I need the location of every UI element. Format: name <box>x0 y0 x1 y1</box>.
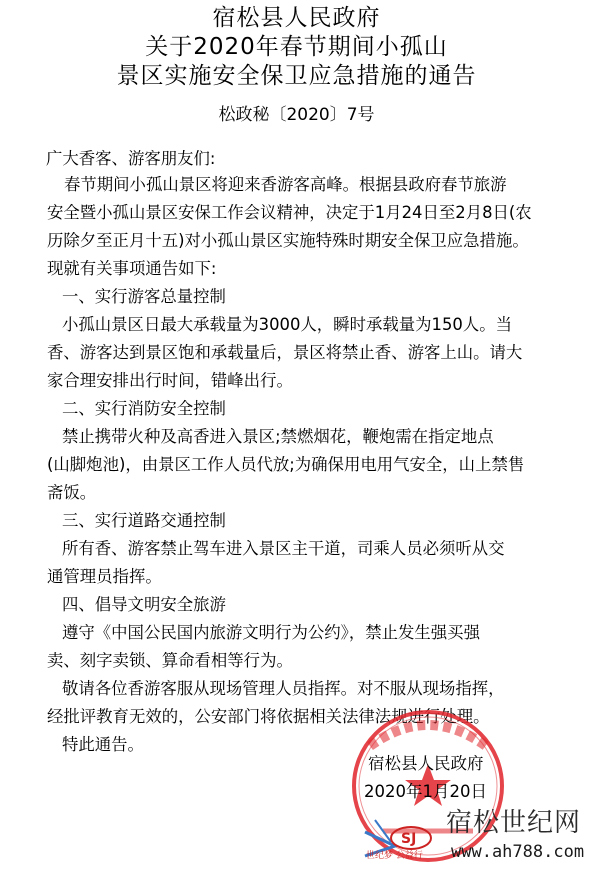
intro-line: 安全暨小孤山景区安保工作会议精神，决定于1月24日至2月8日(农 <box>47 203 532 222</box>
svg-text:SJ: SJ <box>401 831 417 847</box>
section-heading: 三、实行道路交通控制 <box>62 511 226 530</box>
section-line: 小孤山景区日最大承载量为3000人，瞬时承载量为150人。当 <box>62 315 512 334</box>
section-line: 香、游客达到景区饱和承载量后，景区将禁止香、游客上山。请大 <box>47 343 523 362</box>
closing-line: 经批评教育无效的，公安部门将依据相关法律法规进行处理。 <box>47 707 490 726</box>
salutation: 广大香客、游客朋友们: <box>46 149 216 168</box>
final-statement: 特此通告。 <box>62 735 144 754</box>
title-line-3: 景区实施安全保卫应急措施的通告 <box>116 63 477 89</box>
section-line: 禁止携带火种及高香进入景区;禁燃烟花，鞭炮需在指定地点 <box>62 427 494 446</box>
title-line-1: 宿松县人民政府 <box>212 5 381 31</box>
section-line: 家合理安排出行时间，错峰出行。 <box>47 371 293 390</box>
intro-line: 现就有关事项通告如下: <box>47 259 217 278</box>
section-line: 通管理员指挥。 <box>47 567 162 586</box>
section-heading: 一、实行游客总量控制 <box>62 287 226 306</box>
signature-org: 宿松县人民政府 <box>368 754 484 773</box>
title-line-2: 关于2020年春节期间小孤山 <box>145 34 448 60</box>
section-line: 遵守《中国公民国内旅游文明行为公约》，禁止发生强买强 <box>62 623 480 642</box>
section-line: (山脚炮池)，由景区工作人员代放;为确保用电用气安全，山上禁售 <box>47 455 525 474</box>
section-line: 斋饭。 <box>47 483 97 502</box>
intro-line: 历除夕至正月十五)对小孤山景区实施特殊时期安全保卫应急措施。 <box>47 231 529 250</box>
section-line: 所有香、游客禁止驾车进入景区主干道，司乘人员必须听从交 <box>62 539 505 558</box>
section-heading: 四、倡导文明安全旅游 <box>62 595 226 614</box>
watermark-site-name: 宿松世纪网 <box>446 808 582 838</box>
section-heading: 二、实行消防安全控制 <box>62 399 226 418</box>
signature-date: 2020年1月20日 <box>364 782 487 801</box>
watermark-url[interactable]: www.ah788.com <box>451 842 585 862</box>
watermark-slogan: 世纪梦 公益行 <box>366 851 423 861</box>
intro-line: 春节期间小孤山景区将迎来香游客高峰。根据县政府春节旅游 <box>64 175 507 194</box>
closing-line: 敬请各位香游客服从现场管理人员指挥。对不服从现场指挥， <box>62 679 505 698</box>
section-line: 卖、刻字卖锁、算命看相等行为。 <box>47 651 293 670</box>
document-number: 松政秘〔2020〕7号 <box>218 105 375 125</box>
